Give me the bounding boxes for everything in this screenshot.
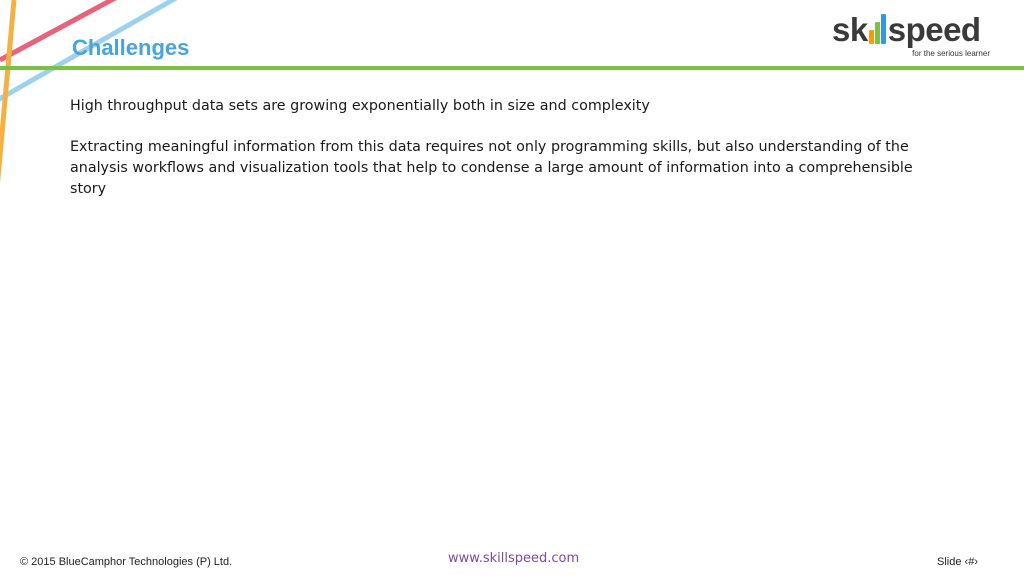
footer-website-link[interactable]: www.skillspeed.com: [448, 551, 580, 566]
footer-slide-number: Slide ‹#›: [937, 556, 978, 568]
logo-wordmark: [832, 12, 981, 48]
logo-text-post: speed: [887, 11, 981, 48]
title-divider: [0, 66, 1024, 70]
skillspeed-logo: [832, 12, 992, 62]
slide-title: Challenges: [72, 35, 190, 60]
body-paragraph-2: Extracting meaningful information from this data requires not only programming skills, but also understanding of the analysis workflows and visualization tools that help to condense a large amount of information into a comprehensible story: [70, 139, 913, 197]
footer-copyright: © 2015 BlueCamphor Technologies (P) Ltd.: [20, 556, 233, 568]
slide-body: [70, 96, 950, 220]
logo-text-pre: sk: [832, 11, 868, 48]
body-paragraph-1: High throughput data sets are growing exponentially both in size and complexity: [70, 98, 650, 114]
logo-bars-icon: [869, 14, 887, 44]
logo-tagline: for the serious learner: [912, 49, 990, 58]
